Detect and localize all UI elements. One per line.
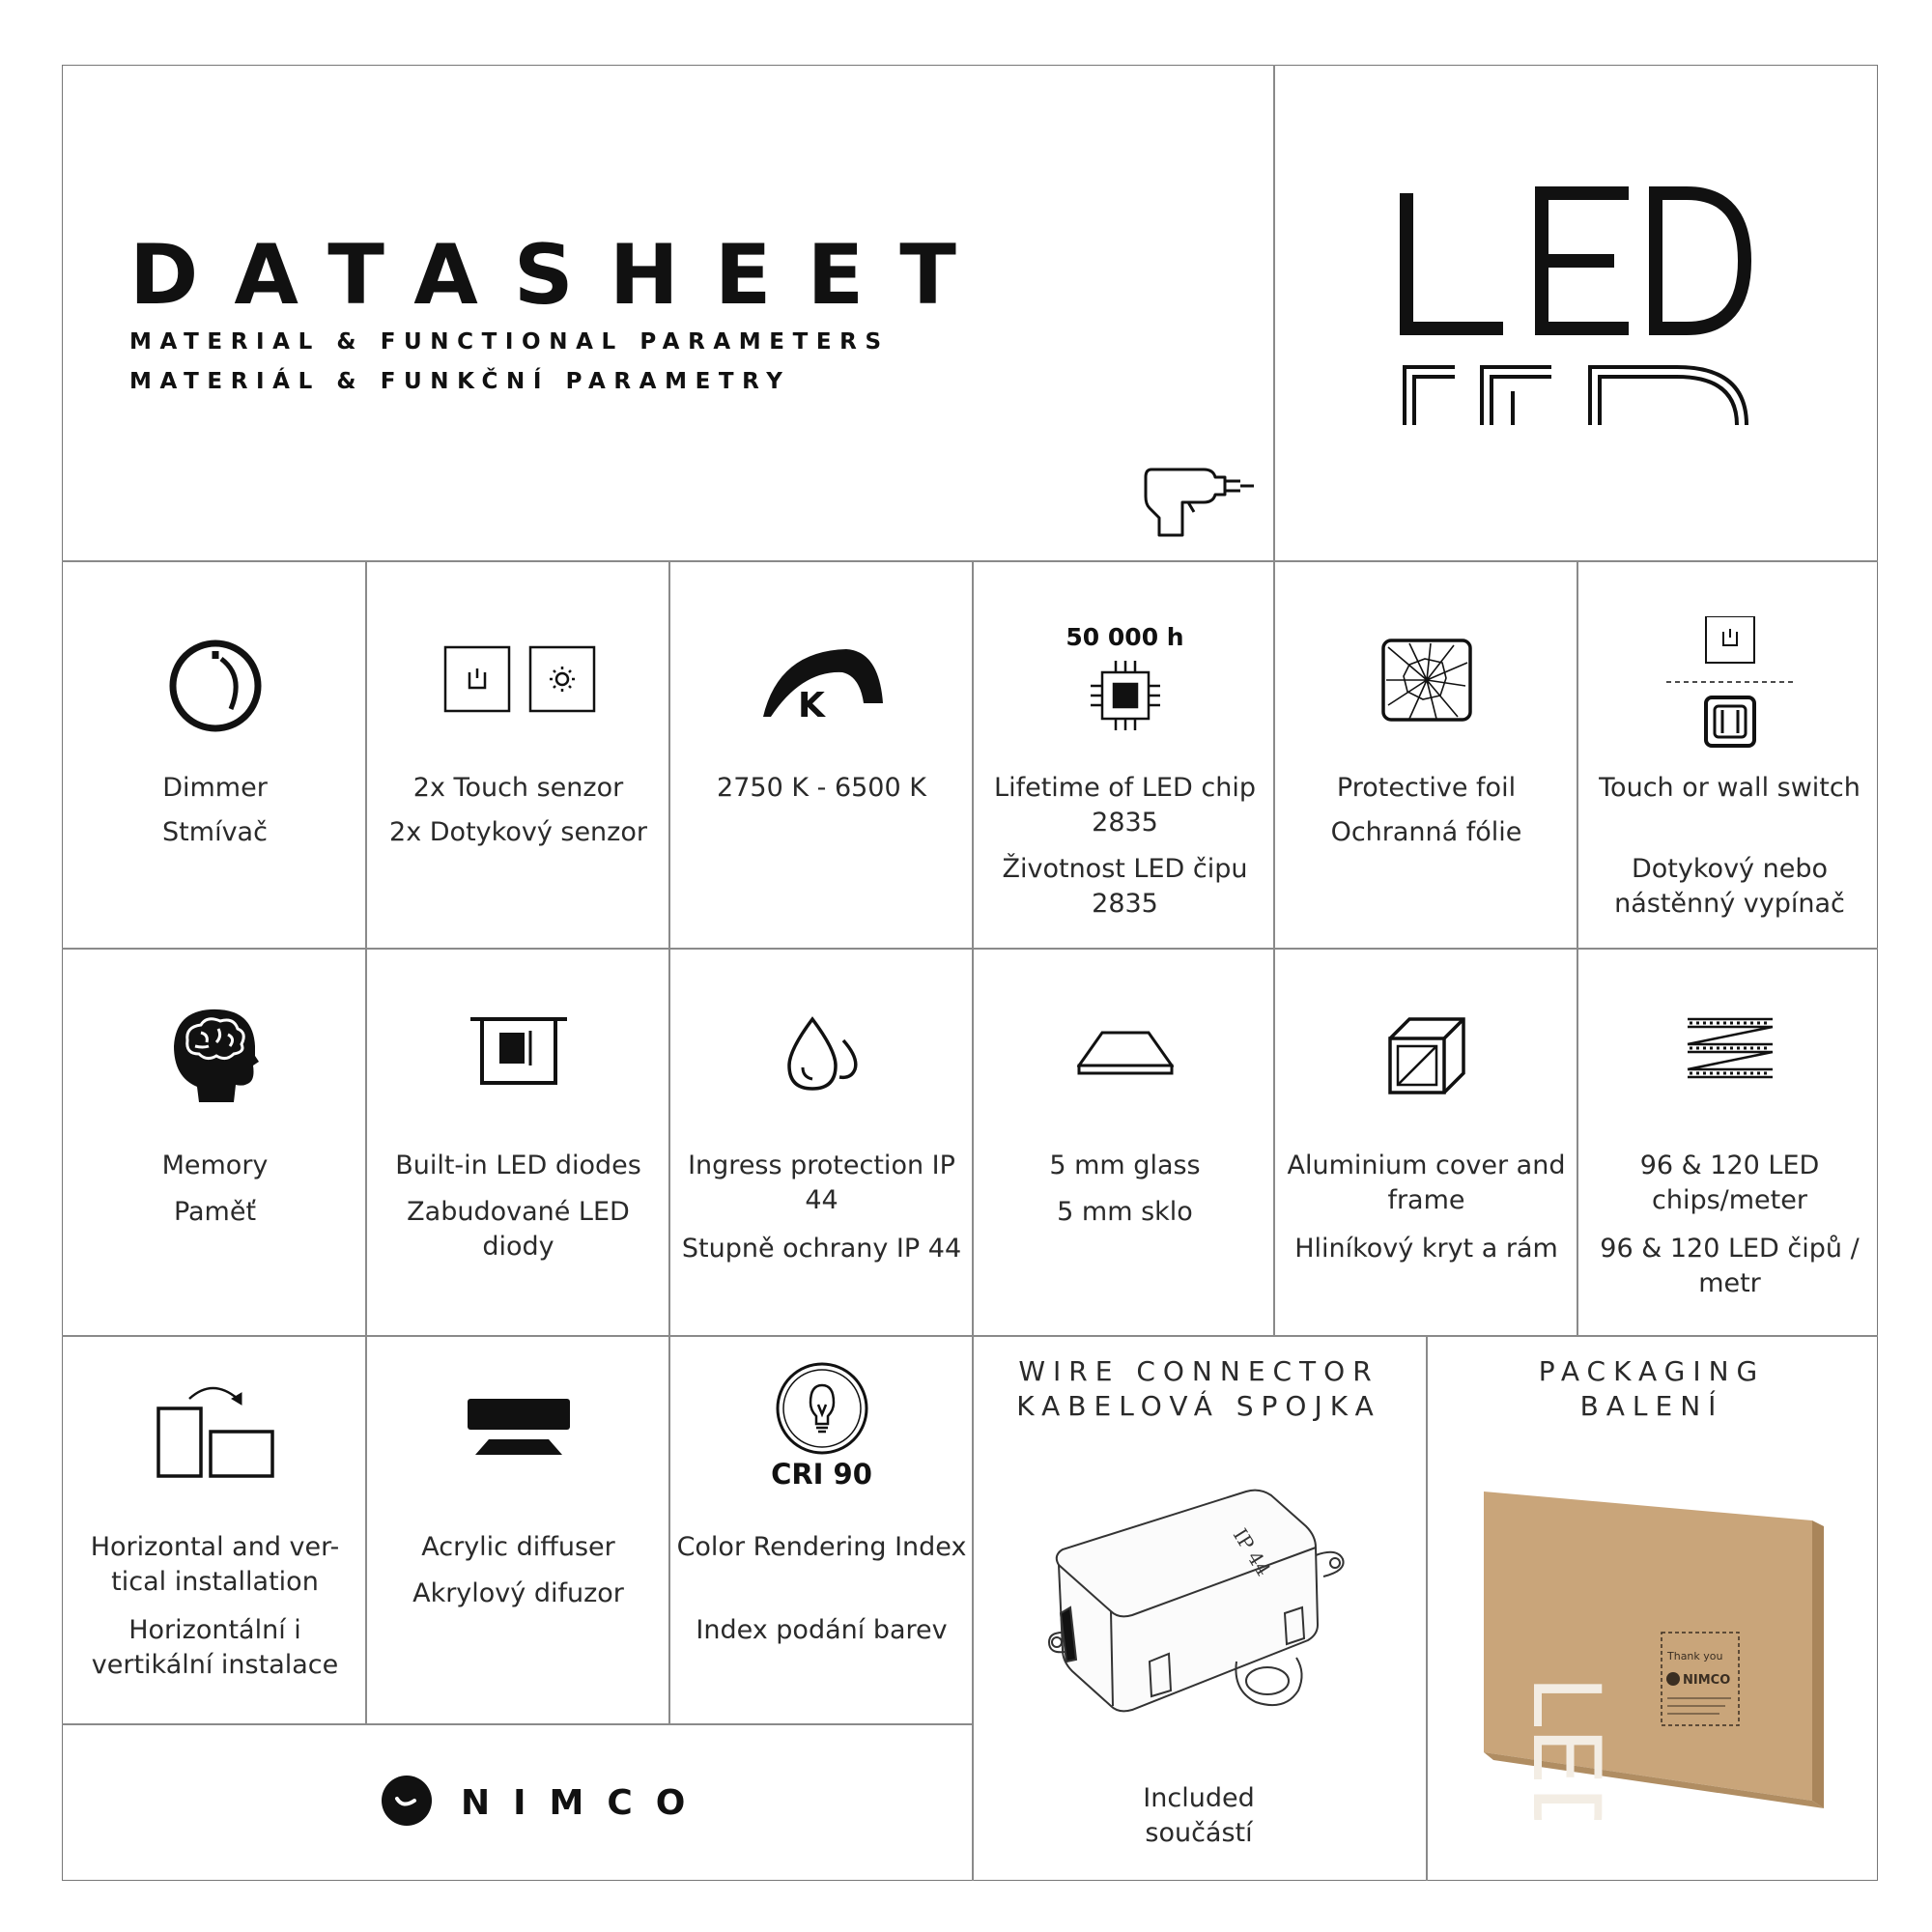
feature-label-cz: Zabudované LED diody <box>407 1197 630 1262</box>
subtitle-cz: MATERIÁL & FUNKČNÍ PARAMETRY <box>129 369 791 394</box>
feature-label-cz: Životnost LED čipu 2835 <box>1002 854 1248 919</box>
packaging-stamp-text: Thank you <box>1667 1650 1723 1662</box>
led-chip-icon <box>974 659 1276 732</box>
water-drops-icon <box>670 1015 973 1093</box>
feature-label-cz: Horizontální i vertikální instalace <box>91 1615 339 1680</box>
acrylic-diffuser-icon <box>367 1397 669 1457</box>
feature-label-cz: Akrylový difuzor <box>412 1578 624 1608</box>
feature-label-en: 2x Touch senzor <box>412 773 624 803</box>
connector-ip-label: IP 44 <box>1228 1523 1276 1580</box>
feature-label-cz: 2x Dotykový senzor <box>389 817 647 847</box>
feature-protective-foil <box>1275 562 1577 947</box>
led-logo <box>1397 184 1764 439</box>
drill-icon <box>1144 464 1256 545</box>
rotate-installation-icon <box>64 1381 366 1480</box>
feature-label-cz: Index podání barev <box>696 1615 948 1645</box>
feature-switch <box>1578 562 1881 947</box>
feature-built-in-led <box>367 950 669 1334</box>
nimco-logo-icon <box>382 1776 432 1830</box>
lifetime-badge: 50 000 h <box>1065 623 1184 651</box>
feature-acrylic-diffuser <box>367 1337 669 1721</box>
wire-connector-title-en: WIRE CONNECTOR <box>1018 1355 1379 1387</box>
dimmer-icon <box>64 638 366 734</box>
feature-label-en: Lifetime of LED chip 2835 <box>994 773 1256 838</box>
switch-icon <box>1578 616 1881 752</box>
feature-label-cz: Stmívač <box>162 817 268 847</box>
cri-bulb-icon <box>670 1360 973 1457</box>
wire-connector-image <box>1043 1488 1372 1733</box>
wire-connector-note-en: Included <box>1143 1783 1255 1813</box>
brand-name: NIMCO <box>461 1782 709 1823</box>
built-in-led-icon <box>367 1015 669 1089</box>
touch-sensor-icon <box>367 645 669 713</box>
packaging-stamp-brand: NIMCO <box>1683 1673 1731 1688</box>
page-title: DATASHEET <box>129 227 992 324</box>
memory-icon <box>64 1008 366 1104</box>
feature-label-en: Aluminium cover and frame <box>1287 1151 1566 1215</box>
feature-ingress-protection <box>670 950 973 1334</box>
wire-connector-note-cz: součástí <box>1145 1818 1253 1848</box>
feature-label-en: Touch or wall switch <box>1599 773 1861 803</box>
feature-aluminium-frame <box>1275 950 1577 1334</box>
feature-label-cz: Dotykový nebo nástěnný vypínač <box>1614 854 1845 919</box>
glass-icon <box>974 1029 1276 1077</box>
feature-label-en: Color Rendering Index <box>676 1532 967 1562</box>
feature-led-lifetime <box>974 562 1276 947</box>
feature-label-en: Memory <box>161 1151 269 1180</box>
feature-label-en: Protective foil <box>1336 773 1517 803</box>
feature-label-en: 5 mm glass <box>1049 1151 1201 1180</box>
packaging-box-text: LED <box>1512 1675 1620 1820</box>
brand-footer <box>382 1776 708 1830</box>
subtitle-en: MATERIAL & FUNCTIONAL PARAMETERS <box>129 329 890 355</box>
feature-led-strip <box>1578 950 1881 1334</box>
feature-label-cz: 96 & 120 LED čipů / metr <box>1600 1234 1860 1298</box>
feature-label-cz: Hliníkový kryt a rám <box>1294 1234 1558 1264</box>
feature-dimmer <box>64 562 366 947</box>
led-logo-text: LED <box>1397 184 1399 185</box>
svg-text:K: K <box>797 686 825 721</box>
feature-label-cz: Paměť <box>173 1197 257 1227</box>
feature-glass <box>974 950 1276 1334</box>
feature-label-cz: Stupně ochrany IP 44 <box>681 1234 962 1264</box>
feature-label-cz: 5 mm sklo <box>1057 1197 1193 1227</box>
feature-color-temperature <box>670 562 973 947</box>
feature-label-cz: Ochranná fólie <box>1330 817 1522 847</box>
packaging-title-en: PACKAGING <box>1538 1355 1766 1387</box>
wire-connector-title-cz: KABELOVÁ SPOJKA <box>1016 1390 1381 1422</box>
feature-touch-sensor <box>367 562 669 947</box>
protective-foil-icon <box>1275 638 1577 723</box>
packaging-title-cz: BALENÍ <box>1579 1390 1724 1422</box>
cri-badge: CRI 90 <box>771 1458 872 1491</box>
feature-label-en: Built-in LED diodes <box>395 1151 641 1180</box>
divider <box>1273 65 1275 561</box>
feature-label-en: Horizontal and ver-tical installation <box>90 1532 340 1597</box>
divider <box>62 1723 972 1725</box>
aluminium-frame-icon <box>1275 1015 1577 1096</box>
feature-memory <box>64 950 366 1334</box>
packaging-box-image <box>1484 1492 1832 1824</box>
led-strip-icon <box>1578 1015 1881 1089</box>
color-temperature-icon <box>670 643 973 721</box>
feature-label-en: 2750 K - 6500 K <box>717 773 926 803</box>
feature-label-en: Ingress protection IP 44 <box>688 1151 955 1215</box>
feature-label-en: Dimmer <box>162 773 268 803</box>
feature-label-en: Acrylic diffuser <box>421 1532 615 1562</box>
feature-installation <box>64 1337 366 1721</box>
feature-cri <box>670 1337 973 1721</box>
feature-label-en: 96 & 120 LED chips/meter <box>1639 1151 1820 1215</box>
